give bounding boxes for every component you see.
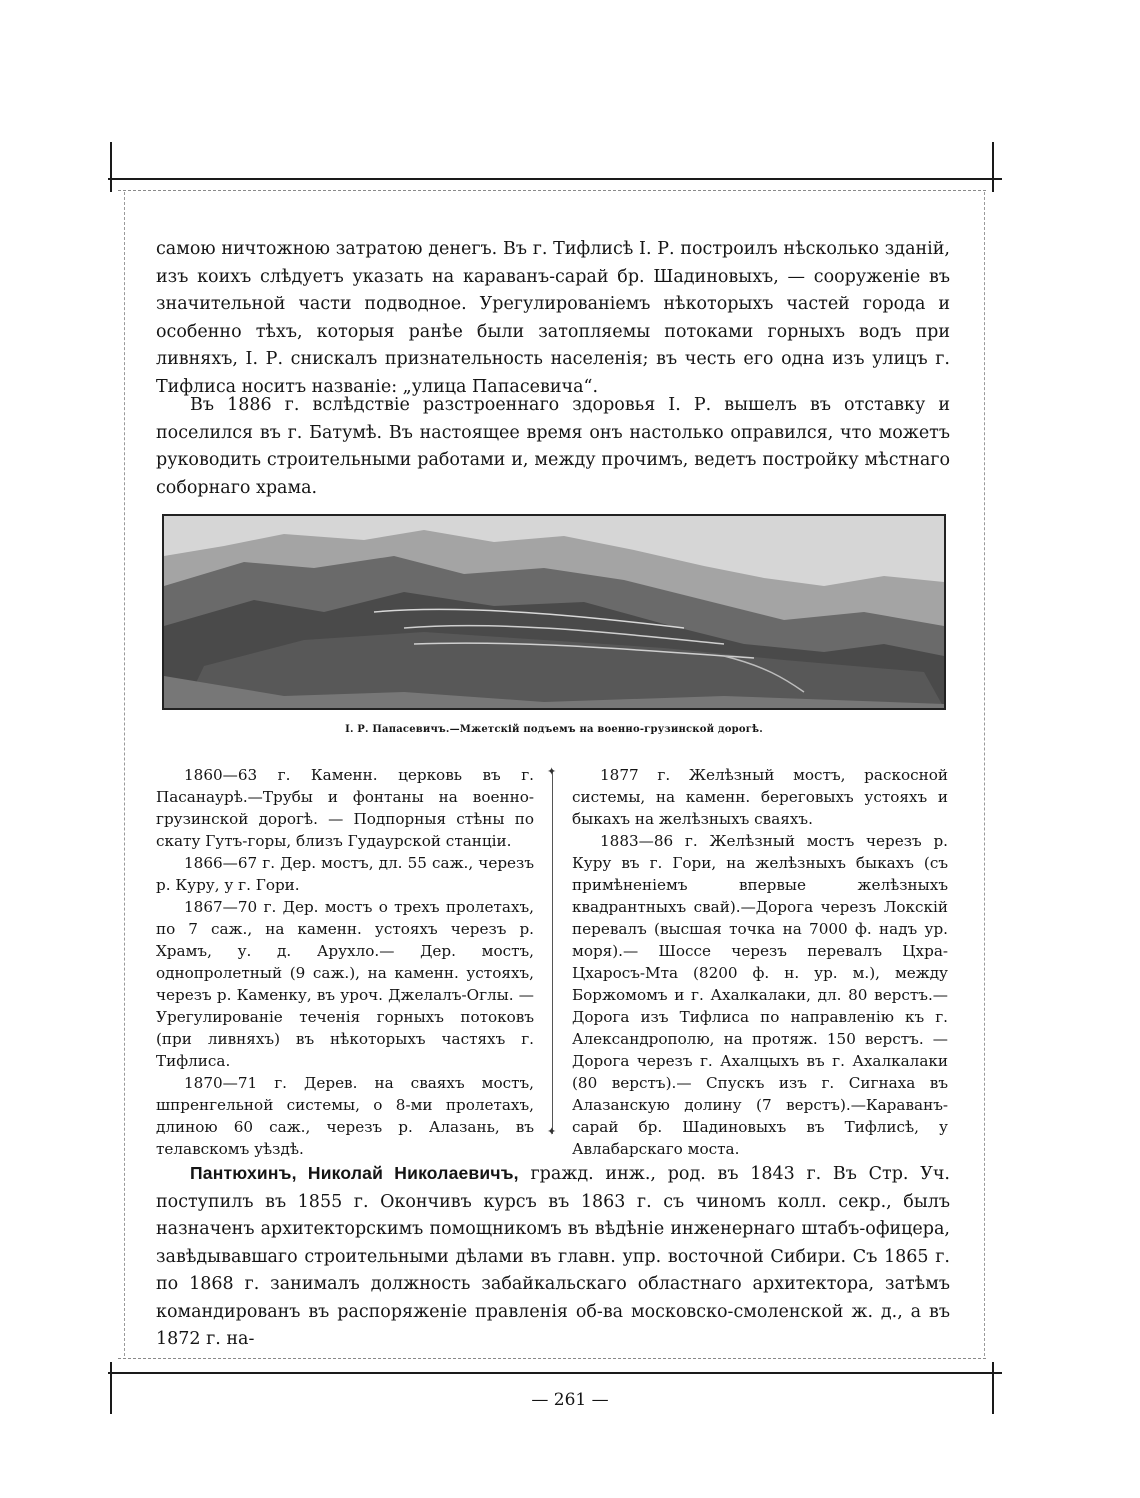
works-entry: 1870—71 г. Дерев. на сваяхъ мостъ, шпренгельной системы, о 8-ми пролетахъ, длиною 60 саж., черезъ р. Алазань, въ телавскомъ уѣздѣ. [156,1074,534,1158]
paragraph-1: самою ничтожною затратою денегъ. Въ г. Тифлисѣ І. Р. построилъ нѣсколько зданій, изъ коихъ слѣдуетъ указать на караванъ-сарай бр. Шадиновыхъ, — сооруженіе въ значительной части подводное. Урегулированіемъ нѣкоторыхъ частей города и особенно тѣхъ, которыя ранѣе были затопляемы потоками горныхъ водъ при ливняхъ, І. Р. снискалъ признательность населенія; въ честь его одна изъ улицъ г. Тифлиса носитъ названіе: „улица Папасевича“. [156,239,950,397]
works-column-right [572,764,948,1160]
column-divider-mark-top: ✦ [547,765,557,778]
biography-text: гражд. инж., род. въ 1843 г. Въ Стр. Уч. поступилъ въ 1855 г. Окончивъ курсъ въ 1863 г. съ чиномъ колл. секр., былъ назначенъ архитекторскимъ помощникомъ въ вѣдѣніе инженернаго штабъ-офицера, завѣдывавшаго строительными дѣлами въ главн. упр. восточной Сибири. Съ 1865 г. по 1868 г. занималъ должность забайкальскаго областнаго архитектора, затѣмъ командированъ въ распоряженіе правленія об-ва московско-смоленской ж. д., а въ 1872 г. на- [156,1164,950,1349]
page-number: — 261 — [531,1390,609,1410]
works-entry: 1867—70 г. Дер. мостъ о трехъ пролетахъ, по 7 саж., на каменн. устояхъ черезъ р. Храмъ, у. д. Арухло.— Дер. мостъ, однопролетный (9 саж.), на каменн. устояхъ, черезъ р. Каменку, въ уроч. Джелалъ-Оглы. — Урегулированіе теченія горныхъ потоковъ (при ливняхъ) въ нѣкоторыхъ частяхъ г. Тифлиса. [156,898,534,1070]
works-entry: 1877 г. Желѣзный мостъ, раскосной системы, на каменн. береговыхъ устояхъ и быкахъ на желѣзныхъ сваяхъ. [572,766,948,828]
works-entry: 1866—67 г. Дер. мостъ, дл. 55 саж., черезъ р. Куру, у г. Гори. [156,854,534,894]
frame-inner-dashed-bottom [118,1358,986,1359]
mountain-road-photo [162,514,946,710]
paragraph-2: Въ 1886 г. вслѣдствіе разстроеннаго здоровья І. Р. вышелъ въ отставку и поселился въ г. Батумѣ. Въ настоящее время онъ настолько оправился, что можетъ руководить строительными работами и, между прочимъ, ведетъ постройку мѣстнаго соборнаго храма. [156,395,950,498]
column-divider [552,770,553,1134]
frame-inner-dashed-right [984,192,985,1356]
frame-left-rule-top [110,142,112,192]
works-entry: 1860—63 г. Каменн. церковь въ г. Пасанаурѣ.—Трубы и фонтаны на военно-грузинской дорогѣ. — Подпорныя стѣны по скату Гутъ-горы, близъ Гудаурской станціи. [156,766,534,850]
works-entry: 1883—86 г. Желѣзный мостъ черезъ р. Куру въ г. Гори, на желѣзныхъ быкахъ (съ примѣненіемъ впервые желѣзныхъ квадрантныхъ свай).—Дорога черезъ Локскій перевалъ (высшая точка на 7000 ф. надъ ур. моря).— Шоссе черезъ перевалъ Цхра-Цхаросъ-Мта (8200 ф. н. ур. м.), между Боржомомъ и г. Ахалкалаки, дл. 80 верстъ.—Дорога изъ Тифлиса по направленію къ г. Александрополю, на протяж. 150 верстъ. — Дорога черезъ г. Ахалцыхъ въ г. Ахалкалаки (80 верстъ).— Спускъ изъ г. Сигнаха въ Алазанскую долину (7 верстъ).—Караванъ-сарай бр. Шадиновыхъ въ Тифлисѣ, у Авлабарскаго моста. [572,832,948,1158]
works-column-left [156,764,534,1160]
column-divider-mark-bottom: ✦ [547,1125,557,1138]
frame-left-rule-bottom [110,1362,112,1414]
biography-name: Пантюхинъ, Николай Николаевичъ, [190,1163,519,1183]
figure-caption: І. Р. Папасевичъ.—Мжетскій подъемъ на военно-грузинской дорогѣ. [345,724,763,735]
frame-right-rule-bottom [992,1362,994,1414]
frame-inner-dashed-top [118,190,986,191]
frame-bottom-rule [108,1372,1002,1374]
biography-paragraph [156,1160,950,1354]
frame-top-rule [108,178,1002,180]
frame-inner-dashed-left [124,192,125,1356]
frame-right-rule-top [992,142,994,192]
